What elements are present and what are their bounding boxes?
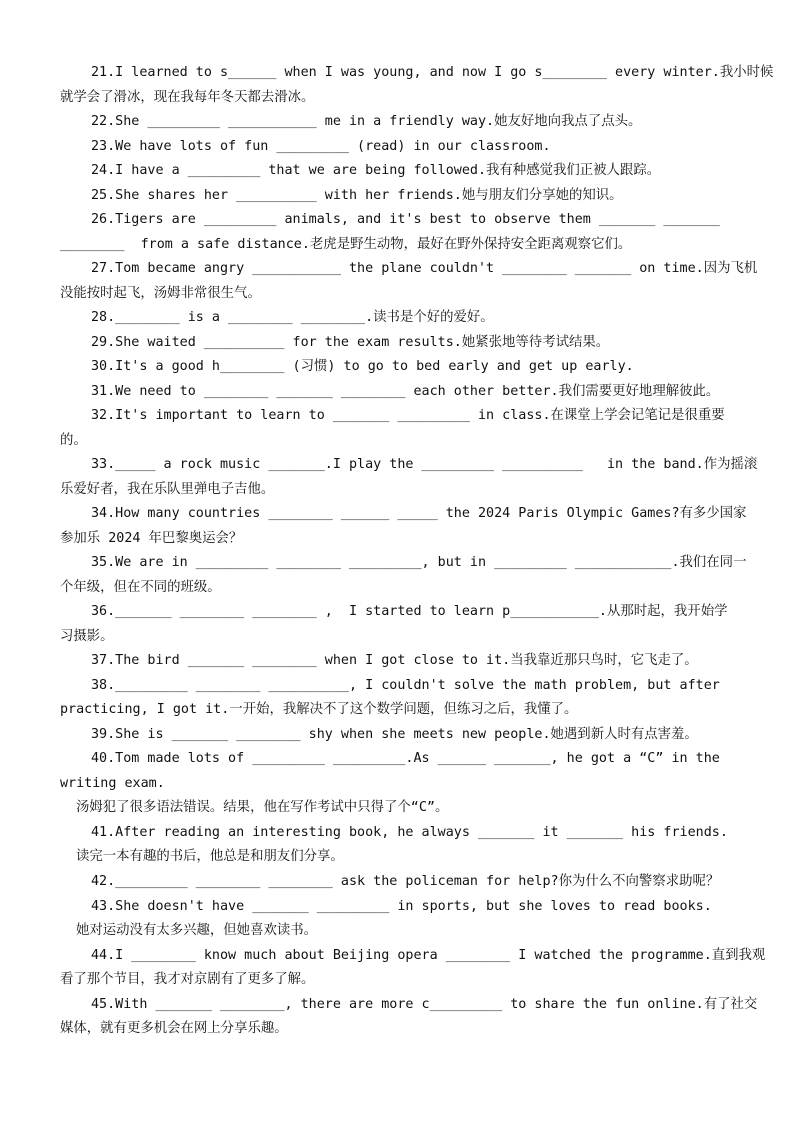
question-44-line-1: 44.I ________ know much about Beijing opera ________ I watched the programme.直到我观 [91,948,766,963]
question-33-line-1: 33._____ a rock music _______.I play the _________ __________ in the band.作为摇滚 [91,457,758,472]
question-32-line-2: 的。 [60,433,87,448]
question-39: 39.She is _______ ________ shy when she meets new people.她遇到新人时有点害羞。 [91,727,698,742]
question-40-line-2: writing exam. [60,776,165,791]
question-26-line-1: 26.Tigers are _________ animals, and it's best to observe them _______ _______ [91,212,720,227]
question-33-line-2: 乐爱好者，我在乐队里弹电子吉他。 [60,482,275,497]
question-41-translation: 读完一本有趣的书后，他总是和朋友们分享。 [76,849,344,864]
question-21-line-2: 就学会了滑冰，现在我每年冬天都去滑冰。 [60,90,315,105]
question-27-line-1: 27.Tom became angry ___________ the plane couldn't ________ _______ on time.因为飞机 [91,261,758,276]
question-34-line-1: 34.How many countries ________ ______ _____ the 2024 Paris Olympic Games?有多少国家 [91,506,747,521]
question-25: 25.She shares her __________ with her friends.她与朋友们分享她的知识。 [91,188,623,203]
question-43-translation: 她对运动没有太多兴趣，但她喜欢读书。 [76,923,318,938]
question-30: 30.It's a good h________ (习惯) to go to bed early and get up early. [91,359,634,374]
question-35-line-1: 35.We are in _________ ________ _________, but in _________ ____________.我们在同一 [91,555,747,570]
question-37: 37.The bird _______ ________ when I got close to it.当我靠近那只鸟时，它飞走了。 [91,653,698,668]
question-38-line-2: practicing, I got it.一开始，我解决不了这个数学问题，但练习之后，我懂了。 [60,702,578,717]
question-38-line-1: 38._________ ________ __________, I couldn't solve the math problem, but after [91,678,720,693]
question-40-line-1: 40.Tom made lots of _________ _________.As ______ _______, he got a “C” in the [91,751,720,766]
question-43-line-1: 43.She doesn't have _______ _________ in sports, but she loves to read books. [91,899,712,914]
question-45-line-1: 45.With _______ ________, there are more c_________ to share the fun online.有了社交 [91,997,758,1012]
question-40-translation: 汤姆犯了很多语法错误。结果，他在写作考试中只得了个“C”。 [76,800,449,815]
question-44-line-2: 看了那个节目，我才对京剧有了更多了解。 [60,972,315,987]
question-35-line-2: 个年级，但在不同的班级。 [60,580,221,595]
question-31: 31.We need to ________ _______ ________ each other better.我们需要更好地理解彼此。 [91,384,720,399]
question-41-line-1: 41.After reading an interesting book, he always _______ it _______ his friends. [91,825,728,840]
question-42: 42._________ ________ ________ ask the policeman for help?你为什么不向警察求助呢？ [91,874,720,889]
question-29: 29.She waited __________ for the exam results.她紧张地等待考试结果。 [91,335,610,350]
question-26-line-2: ________ from a safe distance.老虎是野生动物，最好在野外保持安全距离观察它们。 [60,237,632,252]
question-36-line-2: 习摄影。 [60,629,114,644]
question-32-line-1: 32.It's important to learn to _______ _________ in class.在课堂上学会记笔记是很重要 [91,408,725,423]
question-24: 24.I have a _________ that we are being followed.我有种感觉我们正被人跟踪。 [91,163,661,178]
question-22: 22.She _________ ___________ me in a friendly way.她友好地向我点了点头。 [91,114,642,129]
question-23: 23.We have lots of fun _________ (read) in our classroom. [91,139,551,154]
question-21-line-1: 21.I learned to s______ when I was young, and now I go s________ every winter.我小时候 [91,65,774,80]
question-28: 28.________ is a ________ ________.读书是个好的爱好。 [91,310,494,325]
question-45-line-2: 媒体，就有更多机会在网上分享乐趣。 [60,1021,288,1036]
question-36-line-1: 36._______ ________ ________ , I started to learn p___________.从那时起，我开始学 [91,604,728,619]
question-34-line-2: 参加乐 2024 年巴黎奥运会？ [60,531,243,546]
question-27-line-2: 没能按时起飞，汤姆非常很生气。 [60,286,261,301]
